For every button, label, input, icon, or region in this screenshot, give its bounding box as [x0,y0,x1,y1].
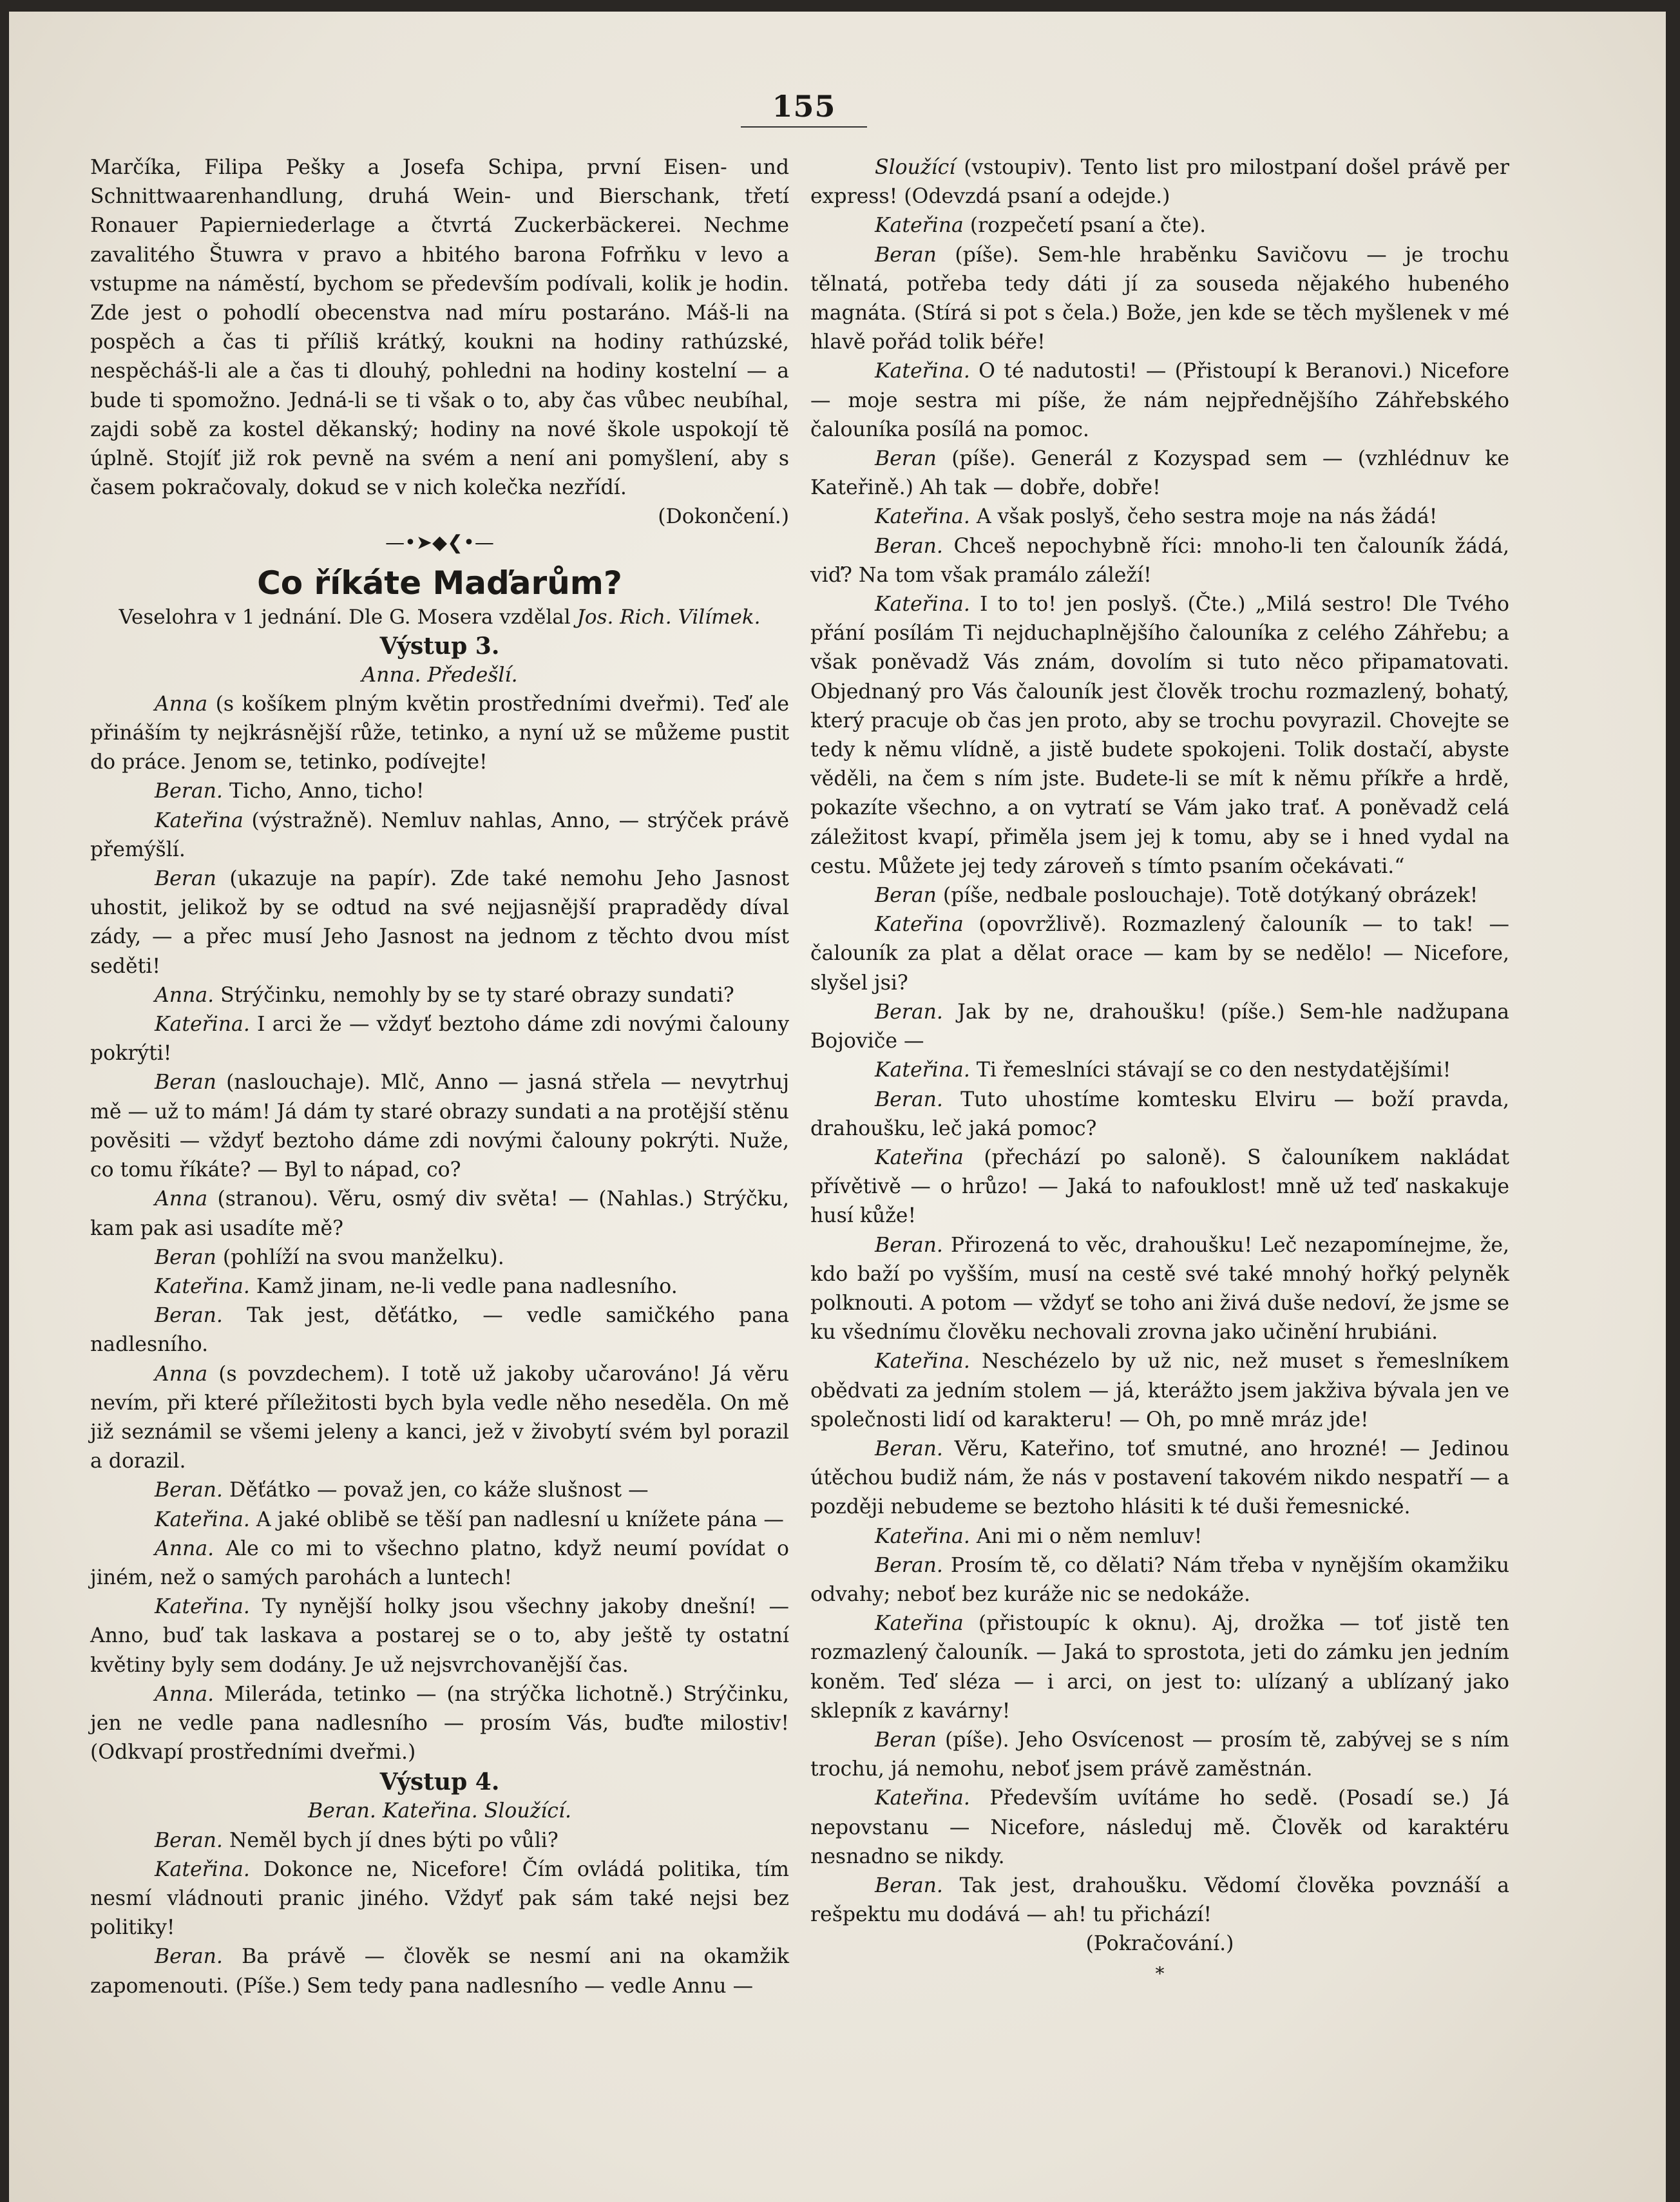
line-text: Prosím tě, co dělati? Nám třeba v nynějším okamžiku odvahy; neboť bez kuráže nic se nedokáže. [810,1553,1509,1606]
line-text: Věru, Kateřino, toť smutné, ano hrozné! — Jedinou útěchou budiž nám, že nás v postavení takovém nikdo nespatří — a později nebudeme se beztoho hlásiti k té duši řemesnické. [810,1437,1509,1519]
right-column [810,153,1509,1988]
speaker-name: Kateřina. [875,505,970,529]
line-text: (výstražně). Nemluv nahlas, Anno, — strýček právě přemýšlí. [90,809,789,861]
dialogue-line [90,1243,789,1272]
dialogue-line [90,1535,789,1593]
speaker-name: Sloužící [875,156,956,179]
dialogue-line [90,1680,789,1768]
dialogue-line [90,1360,789,1477]
speaker-name: Anna. [155,1537,215,1560]
dialogue-line [810,153,1509,211]
speaker-name: Beran [875,447,937,471]
dialogue-line [810,1784,1509,1872]
speaker-name: Beran. [875,1233,943,1257]
dialogue-block [810,153,1509,1929]
dialogue-line [810,1144,1509,1231]
dialogue-line [810,211,1509,240]
dialogue-line [810,1872,1509,1929]
line-text: (s košíkem plným květin prostředními dveřmi). Teď ale přináším ty nejkrásnější růže, tetinko, a nyní už se můžeme pustit do práce. Jenom se, tetinko, podívejte! [90,692,789,774]
line-text: (píše). Generál z Kozyspad sem — (vzhlédnuv ke Kateřině.) Ah tak — dobře, dobře! [810,447,1509,500]
scan-border-left [0,0,9,2202]
line-text: (ukazuje na papír). Zde také nemohu Jeho Jasnost uhostit, jelikož by se odtud na své nejjasnější prapradědy díval zády, — a přec musí Jeho Jasnost na jednom z těchto dvou míst seděti! [90,867,789,978]
speaker-name: Anna [155,1187,208,1211]
dialogue-line [90,981,789,1010]
dialogue-line [90,1826,789,1855]
subtitle-text: Veselohra v 1 jednání. Dle G. Mosera vzdělal [119,605,577,629]
line-text: (vstoupiv). Tento list pro milostpaní došel právě per express! (Odevzdá psaní a odejde.) [810,156,1509,209]
speaker-name: Kateřina. [875,1350,970,1374]
speaker-name: Anna. [155,983,215,1007]
dialogue-line [810,1522,1509,1551]
scene-heading: Výstup 4. [379,1768,500,1796]
ornament-divider: —•➤◆❮•— [385,531,494,554]
intro-paragraph: Marčíka, Filipa Pešky a Josefa Schipa, první Eisen- und Schnittwaarenhandlung, druhá Wein- und Bierschank, třetí Ronauer Papierniederlage a čtvrtá Zuckerbäckerei. Nechme zavalitého Štuwra v pravo a hbitého barona Fofrňku v levo a vstupme na náměstí, bychom se především podívali, kolik je hodin. Zde jest o pohodlí obecenstva nad míru postaráno. Máš-li na pospěch a čas ti příliš krátký, koukni na hodiny rathúzské, nespěcháš-li ale a čas ti dlouhý, pohledni na hodiny kostelní — a bude ti spomožno. Jedná-li se ti však o to, aby čas vůbec neubíhal, zajdi sobě za kostel děkanský; hodiny na nové škole uspokojí tě úplně. Stojíť již rok pevně na svém a není ani pomyšlení, aby s časem pokračovaly, dokud se v nich kolečka nezřídí. [90,156,789,500]
speaker-name: Kateřina [155,809,243,832]
speaker-name: Anna [155,1362,208,1386]
dialogue-line [90,1185,789,1243]
line-text: (píše, nedbale poslouchaje). Totě dotýkaný obrázek! [936,884,1478,908]
dialogue-line [90,1301,789,1359]
speaker-name: Kateřina. [875,593,970,617]
dialogue-line [90,1593,789,1680]
line-text: (s povzdechem). I totě už jakoby učarováno! Já věru nevím, při které příležitosti bych byla vedle něho neseděla. On mě již seznámil se všemi jeleny a kanci, jež v živobytí svém byl porazil a dorazil. [90,1362,789,1473]
dialogue-line [810,910,1509,998]
line-text: Přirozená to věc, drahoušku! Leč nezapomínejme, že, kdo baží po vyšším, musí na cestě své také mnohý hořký pelyněk polknouti. A potom — vždyť se toho ani živá duše nedoví, že jsme se ku všednímu člověku nechovali zrovna jako učinění hrubiáni. [810,1233,1509,1345]
dialogue-line [810,241,1509,358]
speaker-name: Beran [875,884,937,908]
page-number-rule [741,126,867,128]
page-number: 155 [772,89,836,124]
speaker-name: Kateřina [875,1145,964,1169]
line-text: Ticho, Anno, ticho! [222,780,425,803]
line-text: (píše). Sem-hle hraběnku Savičovu — je trochu tělnatá, potřeba tedy dáti jí za souseda nějakého hubeného magnáta. (Stírá si pot s čela.) Bože, jen kde se těch myšlenek v mé hlavě pořád tolik béře! [810,243,1509,354]
speaker-name: Beran [155,867,216,891]
speaker-name: Beran [155,1245,216,1269]
line-text: I arci že — vždyť beztoho dáme zdi novými čalouny pokrýti! [90,1013,789,1066]
line-text: Děťátko — považ jen, co káže slušnost — [222,1479,649,1502]
line-text: (naslouchaje). Mlč, Anno — jasná střela — nevytrhuj mě — už to mám! Já dám ty staré obrazy sundati a na protější stěnu pověsiti — vždyť beztoho dáme zdi novými čalouny pokrýti. Nuže, co tomu říkáte? — Byl to nápad, co? [90,1071,790,1182]
scan-border-right [1666,0,1680,2202]
dialogue-line [90,1068,789,1185]
speaker-name: Kateřina. [875,1524,970,1548]
dialogue-line [90,1272,789,1301]
speaker-name: Beran. [875,1000,943,1024]
dialogue-line [90,1942,789,2000]
line-text: (pohlíží na svou manželku). [216,1245,504,1269]
speaker-name: Kateřina. [155,1857,250,1881]
dialogue-line [810,1551,1509,1609]
speaker-name: Kateřina. [875,1786,970,1810]
line-text: Mileráda, tetinko — (na strýčka lichotně.) Strýčinku, jen ne vedle pana nadlesního — prosím Vás, buďte milostiv! (Odkvapí prostředními dveřmi.) [90,1682,789,1765]
subtitle-author: Jos. Rich. Vilímek. [577,605,761,629]
speaker-name: Beran. [875,534,943,558]
speaker-name: Anna. [155,1682,215,1706]
line-text: Dokonce ne, Nicefore! Čím ovládá politika, tím nesmí vládnouti pranic jiného. Vždyť pak sám také nejsi bez politiky! [90,1857,789,1940]
line-text: Ti řemeslníci stávají se co den nestydatějšími! [969,1058,1451,1082]
speaker-name: Kateřina [875,214,964,238]
line-text: Tak jest, děťátko, — vedle samičkého pana nadlesního. [90,1304,789,1357]
line-text: Chceš nepochybně říci: mnoho-li ten čalouník žádá, viď? Na tom však pramálo záleží! [810,534,1509,587]
dialogue-line [810,1086,1509,1144]
dialogue-line [90,1855,789,1943]
intro-continuation-note: (Dokončení.) [658,505,789,529]
line-text: Neschézelo by už nic, než muset s řemeslníkem obědvati za jedním stolem — já, kterážto jsem jakživa bývala jen ve společnosti lidí od karakteru! — Oh, po mně mráz jde! [810,1350,1509,1431]
line-text: Tuto uhostíme komtesku Elviru — boží pravda, drahoušku, leč jaká pomoc? [810,1087,1509,1140]
speaker-name: Beran [155,1071,216,1095]
dialogue-line [810,1231,1509,1348]
dialogue-line [90,777,789,806]
line-text: Ba právě — člověk se nesmí ani na okamžik zapomenouti. (Píše.) Sem tedy pana nadlesního — vedle Annu — [90,1945,789,1998]
dialogue-line [810,357,1509,445]
speaker-name: Kateřina. [155,1595,250,1619]
line-text: (rozpečetí psaní a čte). [963,214,1207,238]
line-text: (opovržlivě). Rozmazlený čalouník — to tak! — čalouník za plat a dělat orace — kam by se nedělo! — Nicefore, slyšel jsi? [810,913,1509,995]
dialogue-block [90,1826,789,2001]
dialogue-line [810,1609,1509,1726]
speaker-name: Anna [155,692,208,716]
line-text: Neměl bych jí dnes býti po vůli? [222,1828,558,1852]
line-text: (stranou). Věru, osmý div světa! — (Nahlas.) Strýčku, kam pak asi usadíte mě? [90,1187,789,1240]
speaker-name: Beran. [155,1828,223,1852]
line-text: A však poslyš, čeho sestra moje na nás žádá! [969,505,1438,529]
dialogue-line [810,1056,1509,1085]
line-text: Tak jest, drahoušku. Vědomí člověka povznáší a rešpektu mu dodává — ah! tu přichází! [810,1873,1509,1927]
article-subtitle [90,603,789,631]
dialogue-line [810,998,1509,1056]
dialogue-line [810,445,1509,503]
speaker-name: Beran. [155,780,223,803]
dialogue-line [810,1726,1509,1784]
dialogue-line [810,590,1509,881]
dialogue-line [810,1347,1509,1435]
asterisk-mark: * [1155,1962,1165,1984]
speaker-name: Beran [875,243,937,267]
line-text: Kamž jinam, ne-li vedle pana nadlesního. [249,1274,678,1298]
speaker-name: Beran. [875,1873,943,1897]
dialogue-line [90,865,789,981]
line-text: I to to! jen poslyš. (Čte.) „Milá sestro! Dle Tvého přání posílám Ti nejduchaplnějšího čalouníka z celého Záhřebu; a však poněvadž Vás znám, dovolím si tuto něco připamatovati. Objednaný pro Vás čalouník jest člověk trochu rozmazlený, bohatý, který pracuje ob čas jen proto, aby se trochu povyrazil. Chovejte se tedy k němu vlídně, a jistě budete spokojeni. Tolik dostačí, abyste věděli, na čem s ním jste. Budete-li se mít k němu příkře a hrdě, pokazíte všechno, a on vytratí se Vám jako trať. A poněvadž celá záležitost kvapí, přiměla jsem jej k tomu, aby se i hned vydal na cestu. Můžete jej tedy zároveň s tímto psaním očekávati.“ [810,593,1509,878]
dialogue-line [810,532,1509,590]
dialogue-line [810,503,1509,531]
speaker-name: Beran. [875,1087,943,1111]
speaker-name: Beran. [875,1553,943,1577]
speaker-name: Kateřina. [875,359,970,383]
line-text: Ty nynější holky jsou všechny jakoby dnešní! — Anno, buď tak laskava a postarej se o to, aby ještě ty ostatní květiny byly sem dodány. Je už nejsvrchovanější čas. [90,1595,789,1677]
article-title: Co říkáte Maďarům? [257,564,622,602]
scene-cast: Anna. Předešlí. [361,663,518,687]
line-text: Ani mi o něm nemluv! [969,1524,1203,1548]
scene-heading: Výstup 3. [379,632,500,660]
dialogue-line [90,807,789,865]
dialogue-line [90,690,789,778]
line-text: Strýčinku, nemohly by se ty staré obrazy sundati? [214,983,734,1007]
speaker-name: Beran. [155,1479,223,1502]
dialogue-line [90,1476,789,1505]
line-text: Ale co mi to všechno platno, když neumí povídat o jiném, než o samých parohách a luntech! [90,1537,789,1589]
speaker-name: Beran. [875,1437,943,1460]
speaker-name: Kateřina. [155,1013,250,1037]
speaker-name: Beran. [155,1304,223,1328]
speaker-name: Kateřina. [155,1274,250,1298]
dialogue-line [810,881,1509,910]
line-text: (přistoupíc k oknu). Aj, drožka — toť jistě ten rozmazlený čalouník. — Jaká to sprostota, jeti do zámku jen jedním koněm. Teď sléza — i arci, on jest to: ulízaný a ublízaný jako sklepník z kavárny! [810,1612,1509,1723]
speaker-name: Kateřina [875,913,964,937]
line-text: Jak by ne, drahoušku! (píše.) Sem-hle nadžupana Bojoviče — [810,1000,1509,1053]
speaker-name: Kateřina. [155,1508,250,1531]
speaker-name: Kateřina. [875,1058,970,1082]
line-text: (píše). Jeho Osvícenost — prosím tě, zabývej se s ním trochu, já nemohu, neboť jsem právě zaměstnán. [810,1728,1509,1781]
speaker-name: Kateřina [875,1612,964,1636]
scene-cast: Beran. Kateřina. Sloužící. [307,1799,572,1823]
dialogue-block [90,690,789,1768]
line-text: O té nadutosti! — (Přistoupí k Beranovi.) Nicefore — moje sestra mi píše, že nám nejpřednějšího Záhřebského čalouníka posílá na pomoc. [810,359,1509,441]
scan-border-top [0,0,1680,12]
dialogue-line [90,1010,789,1068]
speaker-name: Beran. [155,1945,223,1969]
speaker-name: Beran [875,1728,937,1752]
line-text: A jaké oblibě se těší pan nadlesní u knížete pána — [249,1508,784,1531]
continuation-note: (Pokračování.) [1085,1932,1234,1956]
line-text: (přechází po saloně). S čalouníkem nakládat přívětivě — o hrůzo! — Jaká to nafouklost! mně už teď naskakuje husí kůže! [810,1145,1509,1228]
line-text: Především uvítáme ho sedě. (Posadí se.) Já nepovstanu — Nicefore, následuj mě. Člověk od karaktéru nesnadno se nikdy. [810,1786,1509,1868]
left-column [90,153,789,2001]
dialogue-line [90,1506,789,1535]
dialogue-line [810,1435,1509,1522]
